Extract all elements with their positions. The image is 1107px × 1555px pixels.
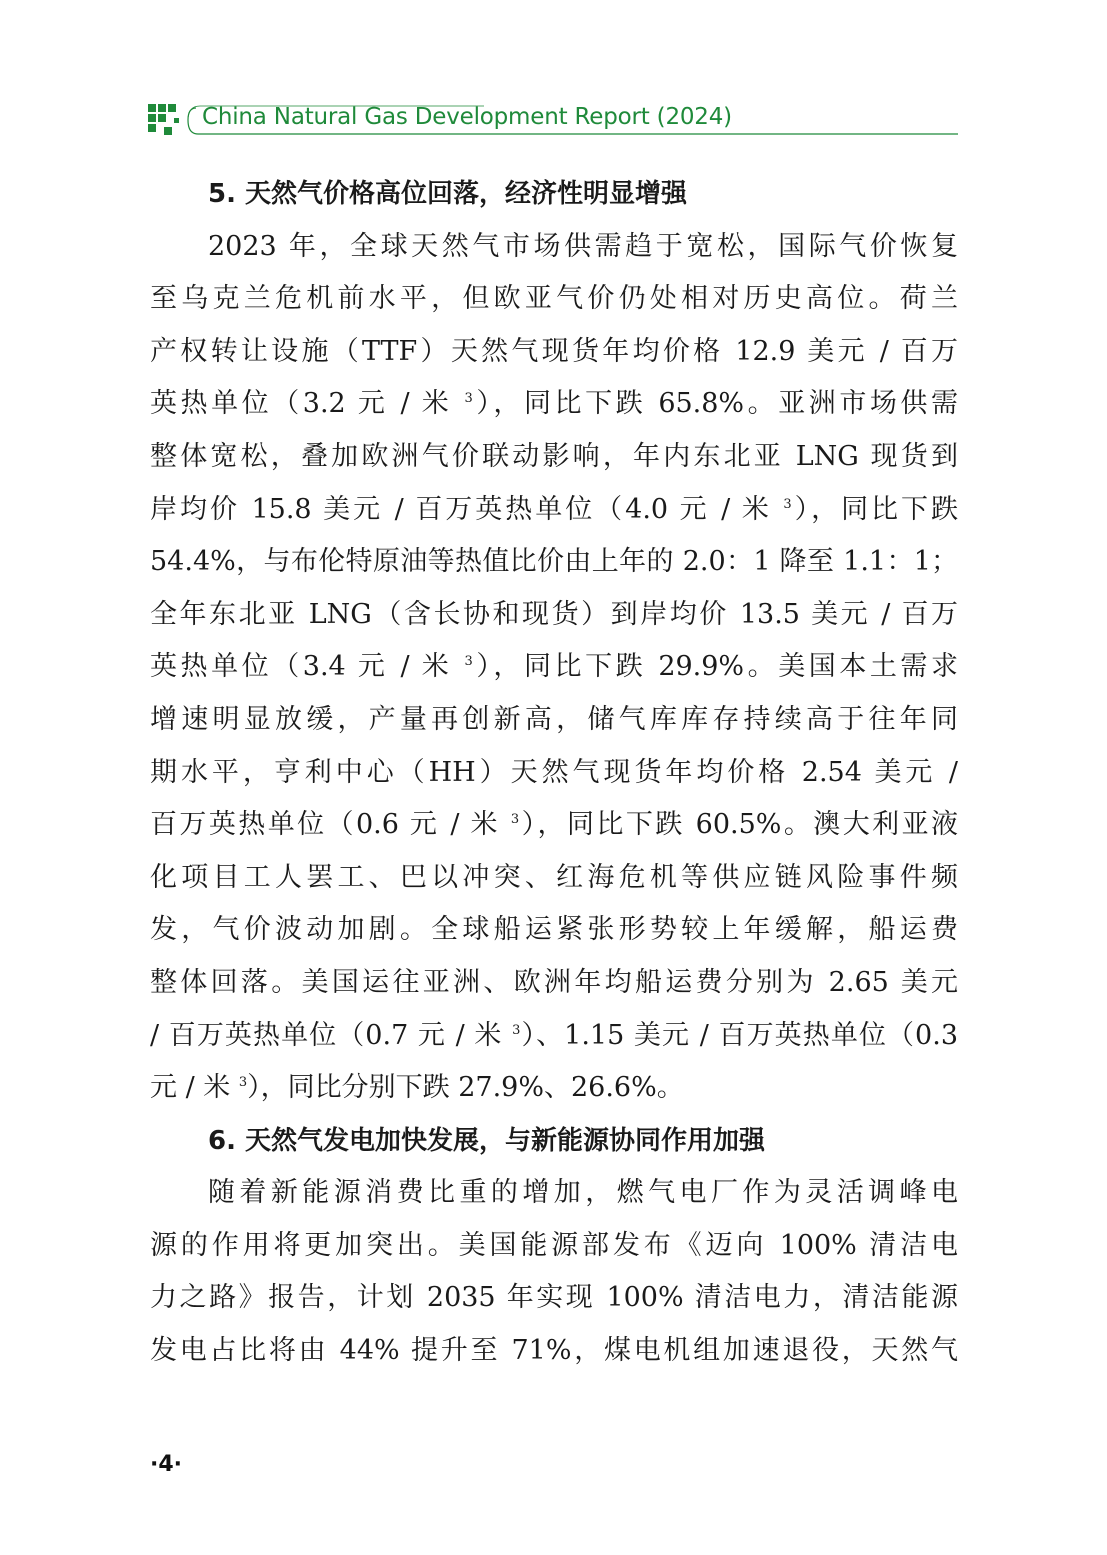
text-line: 力之路》报告，计划 2035 年实现 100% 清洁电力，清洁能源 bbox=[150, 1282, 958, 1314]
section-6-paragraph bbox=[150, 1167, 958, 1377]
header-title: China Natural Gas Development Report (2024) bbox=[202, 104, 732, 130]
text-line: 源的作用将更加突出。美国能源部发布《迈向 100% 清洁电 bbox=[150, 1229, 958, 1261]
running-header bbox=[148, 100, 958, 140]
text-line: 期水平，亨利中心（HH）天然气现货年均价格 2.54 美元 / bbox=[150, 756, 958, 788]
page-number: ·4· bbox=[150, 1452, 183, 1477]
section-heading-5: 5. 天然气价格高位回落，经济性明显增强 bbox=[208, 179, 688, 209]
text-line: 英热单位（3.2 元 / 米 $^3$），同比下跌 65.8%。亚洲市场供需 bbox=[150, 388, 958, 420]
text-line: 百万英热单位（0.6 元 / 米 $^3$），同比下跌 60.5%。澳大利亚液 bbox=[150, 809, 958, 841]
text-line: 54.4%，与布伦特原油等热值比价由上年的 2.0：1 降至 1.1：1； bbox=[150, 546, 958, 578]
text-line: 增速明显放缓，产量再创新高，储气库库存持续高于往年同 bbox=[150, 703, 958, 735]
body-text bbox=[150, 168, 958, 1378]
text-line: 全年东北亚 LNG（含长协和现货）到岸均价 13.5 美元 / 百万 bbox=[150, 598, 958, 630]
text-line: 随着新能源消费比重的增加，燃气电厂作为灵活调峰电 bbox=[208, 1177, 958, 1209]
text-line: 元 / 米 $^3$），同比分别下跌 27.9%、26.6%。 bbox=[150, 1072, 684, 1104]
text-line: / 百万英热单位（0.7 元 / 米 $^3$）、1.15 美元 / 百万英热单位（0.3 bbox=[150, 1019, 958, 1051]
text-line: 发电占比将由 44% 提升至 71%，煤电机组加速退役，天然气 bbox=[150, 1335, 958, 1367]
section-heading-6: 6. 天然气发电加快发展，与新能源协同作用加强 bbox=[208, 1125, 766, 1156]
text-line: 发，气价波动加剧。全球船运紧张形势较上年缓解，船运费 bbox=[150, 914, 958, 946]
section-5-paragraph bbox=[150, 221, 958, 1115]
text-line: 岸均价 15.8 美元 / 百万英热单位（4.0 元 / 米 $^3$），同比下跌 bbox=[150, 493, 958, 525]
text-line: 整体宽松，叠加欧洲气价联动影响，年内东北亚 LNG 现货到 bbox=[150, 440, 958, 472]
text-line: 产权转让设施（TTF）天然气现货年均价格 12.9 美元 / 百万 bbox=[150, 335, 958, 367]
text-line: 化项目工人罢工、巴以冲突、红海危机等供应链风险事件频 bbox=[150, 861, 958, 893]
text-line: 整体回落。美国运往亚洲、欧洲年均船运费分别为 2.65 美元 bbox=[150, 966, 958, 998]
text-line: 2023 年，全球天然气市场供需趋于宽松，国际气价恢复 bbox=[208, 230, 958, 262]
text-line: 英热单位（3.4 元 / 米 $^3$），同比下跌 29.9%。美国本土需求 bbox=[150, 651, 958, 683]
green-pixel-logo-icon bbox=[148, 104, 182, 136]
text-line: 至乌克兰危机前水平，但欧亚气价仍处相对历史高位。荷兰 bbox=[150, 283, 958, 315]
